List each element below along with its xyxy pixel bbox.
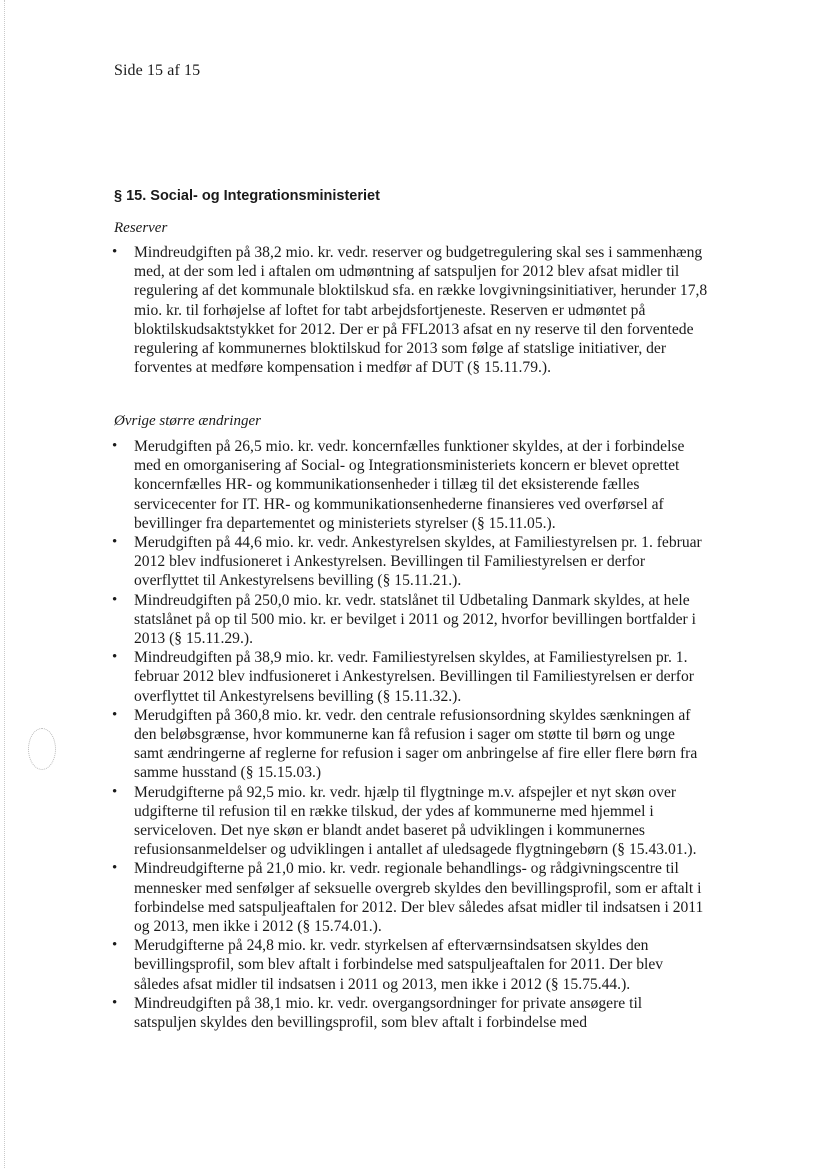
bullet-icon: • bbox=[112, 438, 118, 454]
list-item-text: Mindreudgiften på 38,2 mio. kr. vedr. reserver og budgetregulering skal ses i sammenhæng med, at der som led i aftalen om udmøntning af satspuljen for 2012 blev afsat midler til regulering af det kommunale bloktilskud sfa. en række lovgivningsinitiativer, herunder 17,8 mio. kr. til forhøjelse af loftet for tabt arbejdsfortjeneste. Reserven er udmøntet på bloktilskudsaktstykket for 2012. Der er på FFL2013 afsat en ny reserve til den forventede regulering af kommunernes bloktilskud for 2013 som følge af statslige initiativer, der forventes at medføre kompensation i medfør af DUT (§ 15.11.79.). bbox=[134, 244, 708, 377]
list-item-text: Merudgiften på 360,8 mio. kr. vedr. den centrale refusionsordning skyldes sænkningen af den beløbsgrænse, hvor kommunerne kan få refusion i sager om støtte til børn og unge samt ændringerne af reglerne for refusion i sager om anbringelse af fire eller flere børn fra samme husstand (§ 15.15.03.) bbox=[134, 706, 698, 782]
bullet-icon: • bbox=[112, 937, 118, 954]
list-item bbox=[108, 243, 708, 377]
bullet-icon: • bbox=[112, 783, 118, 800]
list-item bbox=[108, 591, 708, 649]
reserver-list bbox=[108, 243, 708, 377]
bullet-icon: • bbox=[112, 994, 118, 1011]
list-item-text: Mindreudgiften på 38,9 mio. kr. vedr. Familiestyrelsen skyldes, at Familiestyrelsen pr. 1. februar 2012 blev indfusioneret i Ankestyrelsen. Bevillingen til Familiestyrelsen er derfor overflyttet til Ankestyrelsens bevilling (§ 15.11.32.). bbox=[134, 649, 694, 705]
list-item-text: Mindreudgiften på 38,1 mio. kr. vedr. overgangsordninger for private ansøgere til satspuljen skyldes den bevillingsprofil, som blev aftalt i forbindelse med bbox=[134, 994, 643, 1032]
list-item-text: Merudgifterne på 24,8 mio. kr. vedr. styrkelsen af efterværnsindsatsen skyldes den bevillingsprofil, som blev aftalt i forbindelse med satspuljeaftalen for 2011. Der blev således afsat midler til indsatsen i 2011 og 2013, men ikke i 2012 (§ 15.75.44.). bbox=[134, 937, 664, 993]
list-item bbox=[108, 706, 708, 783]
bullet-icon: • bbox=[112, 244, 118, 260]
subheading-reserver: Reserver bbox=[114, 220, 168, 236]
list-item bbox=[108, 437, 708, 533]
list-item bbox=[108, 859, 708, 936]
bullet-icon: • bbox=[112, 534, 118, 551]
list-item bbox=[108, 994, 708, 1032]
list-item-text: Merudgiften på 44,6 mio. kr. vedr. Ankestyrelsen skyldes, at Familiestyrelsen pr. 1. februar 2012 blev indfusioneret i Ankestyrelsen. Bevillingen til Familiestyrelsen er derfor overflyttet til Ankestyrelsens bevilling (§ 15.11.21.). bbox=[134, 534, 702, 590]
page-number-header: Side 15 af 15 bbox=[114, 62, 201, 79]
subheading-oevrige: Øvrige større ændringer bbox=[114, 413, 261, 429]
bullet-icon: • bbox=[112, 706, 118, 723]
bullet-icon: • bbox=[112, 860, 118, 877]
bullet-icon: • bbox=[112, 649, 118, 666]
list-item-text: Mindreudgifterne på 21,0 mio. kr. vedr. regionale behandlings- og rådgivningscentre til mennesker med senfølger af seksuelle overgreb skyldes den bevillingsprofil, som er aftalt i forbindelse med satspuljeaftalen for 2012. Der blev således afsat midler til indsatsen i 2011 og 2013, men ikke i 2012 (§ 15.74.01.). bbox=[134, 860, 704, 936]
bullet-icon: • bbox=[112, 591, 118, 608]
hole-punch-mark bbox=[28, 728, 56, 770]
list-item bbox=[108, 783, 708, 860]
scan-edge-line bbox=[4, 0, 6, 1168]
section-heading: § 15. Social- og Integrationsministeriet bbox=[114, 188, 380, 204]
list-item-text: Mindreudgiften på 250,0 mio. kr. vedr. statslånet til Udbetaling Danmark skyldes, at hele statslånet på op til 500 mio. kr. er bevilget i 2011 og 2012, hvorfor bevillingen bortfalder i 2013 (§ 15.11.29.). bbox=[134, 591, 696, 648]
list-item bbox=[108, 648, 708, 706]
list-item-text: Merudgifterne på 92,5 mio. kr. vedr. hjælp til flygtninge m.v. afspejler et nyt skøn over udgifterne til refusion til en række tilskud, der ydes af kommunerne med hjemmel i serviceloven. Det nye skøn er blandt andet baseret på udviklingen i kommunernes refusionsanmeldelser og udviklingen i antallet af uledsagede flygtningebørn (§ 15.43.01.). bbox=[134, 783, 697, 859]
list-item bbox=[108, 533, 708, 591]
list-item bbox=[108, 936, 708, 994]
oevrige-list bbox=[108, 437, 708, 1032]
list-item-text: Merudgiften på 26,5 mio. kr. vedr. koncernfælles funktioner skyldes, at der i forbindelse med en omorganisering af Social- og Integrationsministeriets koncern er blevet oprettet koncernfælles HR- og kommunikationsenheder i tillæg til det eksisterende fælles servicecenter for IT. HR- og kommunikationsenhederne finansieres ved overførsel af bevillinger fra departementet og ministeriets styrelser (§ 15.11.05.). bbox=[134, 438, 685, 532]
